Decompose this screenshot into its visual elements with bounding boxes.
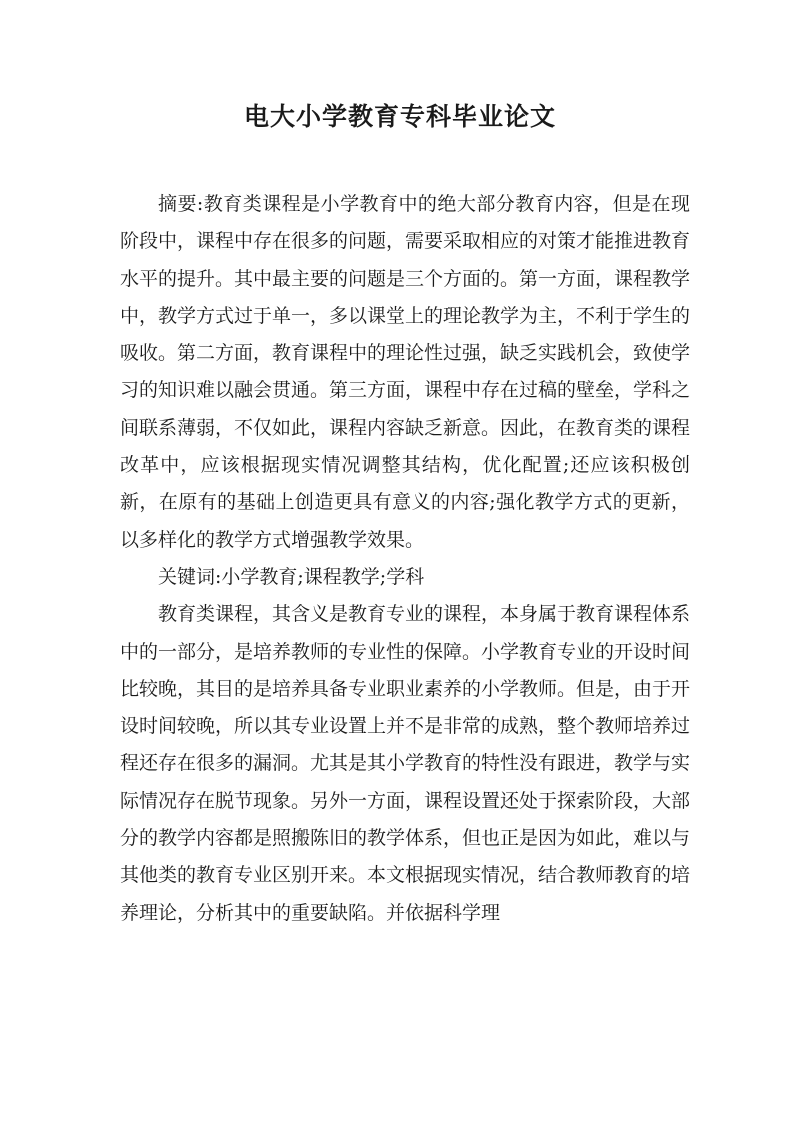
abstract-label: 摘要:: [158, 193, 204, 215]
keywords-paragraph: [120, 559, 690, 596]
document-title: 电大小学教育专科毕业论文: [243, 102, 556, 131]
body-paragraph: 教育类课程，其含义是教育专业的课程，本身属于教育课程体系中的一部分，是培养教师的专业性的保障。小学教育专业的开设时间比较晚，其目的是培养具备专业职业素养的小学教师。但是，由于开设时间较晚，所以其专业设置上并不是非常的成熟，整个教师培养过程还存在很多的漏洞。尤其是其小学教育的特性没有跟进，教学与实际情况存在脱节现象。另外一方面，课程设置还处于探索阶段，大部分的教学内容都是照搬陈旧的教学体系，但也正是因为如此，难以与其他类的教育专业区别开来。本文根据现实情况，结合教师教育的培养理论，分析其中的重要缺陷。并依据科学理: [120, 603, 691, 924]
abstract-text: 教育类课程是小学教育中的绝大部分教育内容，但是在现阶段中，课程中存在很多的问题，需要采取相应的对策才能推进教育水平的提升。其中最主要的问题是三个方面的。第一方面，课程教学中，教学方式过于单一，多以课堂上的理论教学为主，不利于学生的吸收。第二方面，教育课程中的理论性过强，缺乏实践机会，致使学习的知识难以融会贯通。第三方面，课程中存在过稿的壁垒，学科之间联系薄弱，不仅如此，课程内容缺乏新意。因此，在教育类的课程改革中，应该根据现实情况调整其结构，优化配置;还应该积极创新，在原有的基础上创造更具有意义的内容;强化教学方式的更新，以多样化的教学方式增强教学效果。: [120, 193, 691, 551]
document-body: [120, 186, 690, 932]
keywords-text: 小学教育;课程教学;学科: [221, 565, 425, 588]
abstract-paragraph: [120, 186, 690, 559]
keywords-label: 关键词:: [158, 565, 222, 588]
